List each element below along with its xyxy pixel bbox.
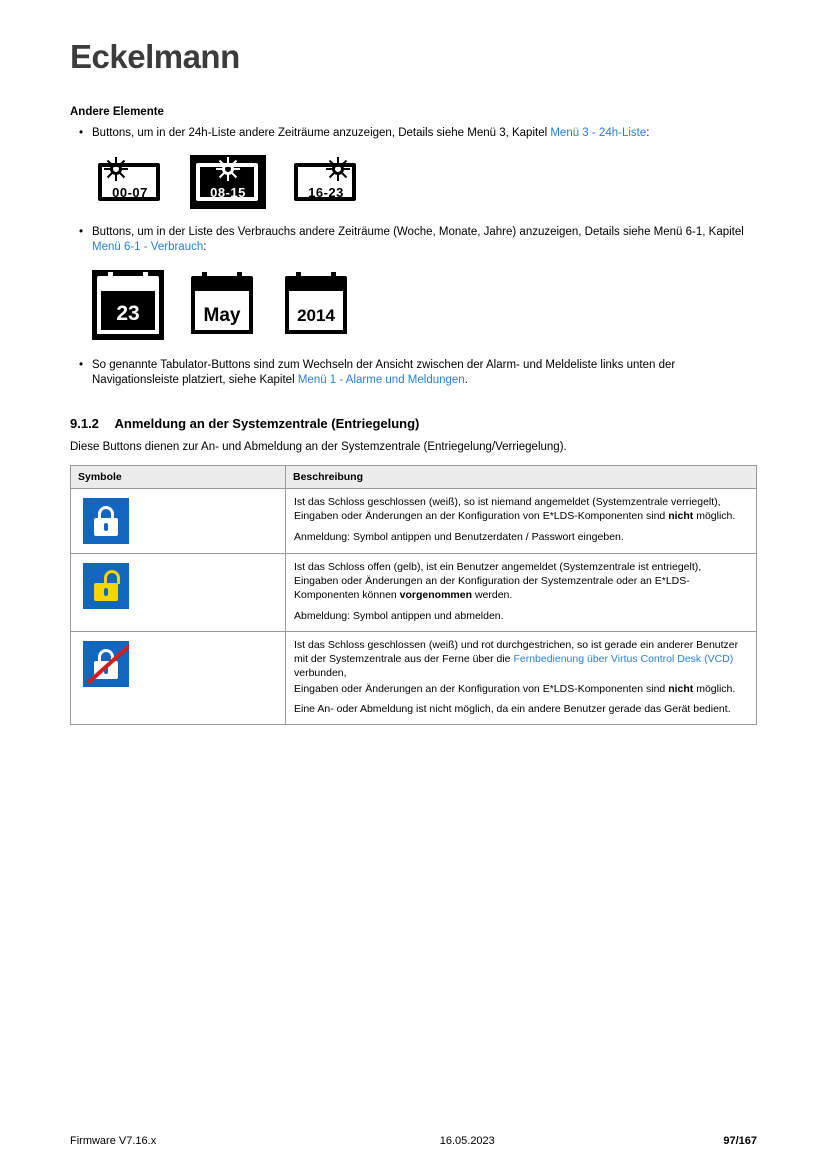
text-run: Ist das Schloss offen (gelb), ist ein Benutzer angemeldet (Systemzentrale ist entriegelt), Eingaben oder Änderungen an der Konfiguration der Systemzentrale oder an E*LDS-Komponenten können — [294, 560, 702, 601]
text-run: Abmeldung: Symbol antippen und abmelden. — [294, 609, 504, 622]
calendar-label: 23 — [116, 301, 140, 325]
table-row — [71, 631, 757, 725]
cross-reference-link[interactable]: Menü 3 - 24h-Liste — [550, 127, 647, 139]
list-item — [70, 225, 757, 255]
description-paragraph — [294, 703, 748, 717]
calendar-button-year[interactable] — [280, 270, 352, 340]
calendar-button-month[interactable] — [186, 270, 258, 340]
subsection-heading — [70, 416, 757, 431]
calendar-label: May — [203, 304, 241, 326]
subsection-title: Anmeldung an der Systemzentrale (Entriegelung) — [114, 415, 420, 431]
list-item — [70, 126, 757, 141]
text-run: Ist das Schloss geschlossen (weiß), so ist niemand angemeldet (Systemzentrale verriegelt), Eingaben oder Änderungen an der Konfiguration von E*LDS-Komponenten sind — [294, 495, 721, 522]
time-range-label: 00-07 — [112, 185, 148, 201]
time-range-label: 16-23 — [308, 185, 344, 201]
text-run: verbunden, — [294, 666, 347, 679]
description-cell — [286, 488, 757, 553]
text-run: werden. — [472, 588, 513, 601]
column-header-description: Beschreibung — [286, 465, 757, 488]
cross-reference-link[interactable]: Fernbedienung über Virtus Control Desk (VCD) — [513, 652, 734, 665]
bullet-text-after: . — [464, 373, 468, 386]
calendar-header-bar — [97, 276, 159, 291]
text-run: Ist das Schloss geschlossen (weiß) und rot durchgestrichen, so ist gerade ein anderer Benutzer mit der Systemzentrale aus der Ferne über die — [294, 638, 739, 665]
section-heading: Andere Elemente — [70, 106, 164, 118]
description-paragraph — [294, 610, 748, 624]
symbol-cell — [71, 631, 286, 725]
cross-reference-link[interactable]: Menü 1 - Alarme und Meldungen — [297, 373, 465, 386]
list-item — [70, 358, 757, 388]
text-run-bold: nicht — [668, 509, 694, 522]
bullet-text-after: : — [646, 127, 650, 139]
bullet-text-before: Buttons, um in der Liste des Verbrauchs andere Zeiträume (Woche, Monate, Jahre) anzuzeigen, Details siehe Menü 6-1, Kapitel — [92, 226, 744, 239]
description-paragraph — [294, 496, 748, 524]
subsection-intro: Diese Buttons dienen zur An- und Abmeldung an der Systemzentrale (Entriegelung/Verriegelung). — [70, 440, 567, 453]
text-run: Eine An- oder Abmeldung ist nicht möglich, da ein andere Benutzer gerade das Gerät bedient. — [294, 703, 731, 716]
calendar-label: 2014 — [297, 305, 335, 325]
lock-closed-white-icon — [83, 498, 129, 544]
time-range-button-row — [92, 155, 757, 209]
table-row — [71, 553, 757, 631]
description-paragraph — [294, 683, 748, 697]
description-paragraph — [294, 531, 748, 545]
lock-closed-struck-icon — [83, 641, 129, 687]
bullet-text-after: : — [203, 241, 207, 254]
bullet-list-3 — [70, 358, 757, 388]
bullet-text-before: Buttons, um in der 24h-Liste andere Zeiträume anzuzeigen, Details siehe Menü 3, Kapitel — [92, 127, 551, 139]
cross-reference-link[interactable]: Menü 6-1 - Verbrauch — [92, 241, 204, 254]
bullet-text-before: So genannte Tabulator-Buttons sind zum Wechseln der Ansicht zwischen der Alarm- und Meldeliste links unten der Navigationsleiste platziert, siehe Kapitel — [92, 358, 676, 386]
footer-date: 16.05.2023 — [439, 1135, 495, 1147]
text-run: möglich. — [693, 509, 736, 522]
symbol-cell — [71, 488, 286, 553]
table-row — [71, 488, 757, 553]
description-cell — [286, 553, 757, 631]
bullet-list-2 — [70, 225, 757, 255]
text-run: möglich. — [693, 682, 736, 695]
table-header-row — [71, 465, 757, 488]
footer-firmware: Firmware V7.16.x — [70, 1135, 157, 1147]
symbol-cell — [71, 553, 286, 631]
description-cell — [286, 631, 757, 725]
text-run: Anmeldung: Symbol antippen und Benutzerdaten / Passwort eingeben. — [294, 530, 624, 543]
description-paragraph — [294, 561, 748, 603]
time-range-button-00-07[interactable] — [92, 155, 168, 209]
time-range-button-08-15[interactable] — [190, 155, 266, 209]
calendar-button-row — [92, 270, 757, 340]
brand-logo: Eckelmann — [70, 38, 240, 75]
time-range-label: 08-15 — [210, 185, 246, 201]
time-range-button-16-23[interactable] — [288, 155, 364, 209]
footer-page-number: 97/167 — [723, 1135, 757, 1147]
bullet-list-1 — [70, 126, 757, 141]
column-header-symbols: Symbole — [71, 465, 286, 488]
calendar-header-bar — [285, 276, 347, 291]
text-run-bold: nicht — [668, 682, 694, 695]
subsection-number: 9.1.2 — [70, 415, 99, 431]
text-run: Eingaben oder Änderungen an der Konfiguration von E*LDS-Komponenten sind — [294, 682, 669, 695]
page-footer — [70, 1135, 757, 1147]
text-run-bold: vorgenommen — [399, 588, 473, 601]
description-paragraph — [294, 639, 748, 681]
lock-open-yellow-icon — [83, 563, 129, 609]
symbols-table — [70, 465, 757, 726]
calendar-header-bar — [191, 276, 253, 291]
calendar-button-day[interactable] — [92, 270, 164, 340]
